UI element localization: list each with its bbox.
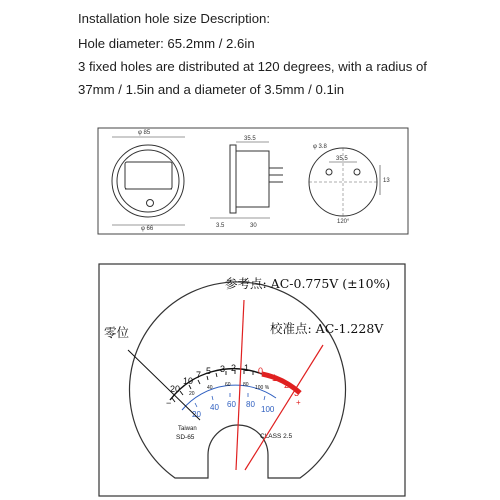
- description-line-3: 3 fixed holes are distributed at 120 degrees, with a radius of: [78, 59, 427, 74]
- small-label-20: 20: [189, 391, 195, 397]
- small-label-100: 100 %: [255, 385, 270, 391]
- db-label-2: 2: [231, 363, 237, 373]
- calibration-point-label: 校准点: AC-1.228V: [270, 321, 384, 336]
- back-angle-dim: 120°: [337, 219, 350, 225]
- db-label-0: 0: [258, 366, 264, 376]
- db-label-1: 1: [244, 363, 250, 373]
- side-top-dim: 35.5: [244, 136, 256, 142]
- back-hole-dim: φ 3.8: [313, 144, 327, 150]
- class-label: CLASS 2.5: [260, 433, 293, 440]
- percent-label-20: 20: [192, 410, 201, 419]
- description-line-2: Hole diameter: 65.2mm / 2.6in: [78, 36, 255, 51]
- db-label-5: 5: [206, 366, 212, 376]
- front-view: [112, 137, 185, 225]
- description-line-4: 37mm / 1.5in and a diameter of 3.5mm / 0.1in: [78, 82, 345, 97]
- db-label-plus1: 1: [272, 373, 278, 383]
- percent-label-60: 60: [227, 400, 236, 409]
- small-label-80: 80: [243, 382, 249, 388]
- db-label-3: 3: [220, 364, 226, 374]
- reference-point-label: 参考点: AC-0.775V (±10%): [225, 276, 391, 291]
- percent-label-100: 100: [261, 405, 275, 414]
- db-label-10: 10: [183, 376, 194, 386]
- db-label-7: 7: [196, 370, 202, 380]
- side-bottom-left-dim: 3.5: [216, 223, 225, 229]
- maker-label: Taiwan: [178, 426, 197, 432]
- side-bottom-right-dim: 30: [250, 223, 257, 229]
- small-label-60: 60: [225, 382, 231, 388]
- minus-sign: −: [166, 398, 172, 408]
- back-right-dim: 13: [383, 178, 390, 184]
- small-label-40: 40: [207, 385, 213, 391]
- description-line-1: Installation hole size Description:: [78, 11, 271, 26]
- db-label-plus3: 3: [294, 388, 300, 398]
- front-inner-dim: φ 66: [141, 226, 154, 232]
- side-view: [210, 142, 283, 218]
- model-label: SD-65: [176, 434, 195, 441]
- percent-label-40: 40: [210, 403, 219, 412]
- db-label-plus2: 2: [284, 380, 290, 390]
- plus-sign: +: [296, 398, 301, 407]
- db-label-20: 20: [170, 384, 181, 394]
- back-center-dim: 35.5: [336, 156, 348, 162]
- zero-position-label: 零位: [104, 325, 130, 340]
- percent-label-80: 80: [246, 400, 255, 409]
- front-outer-dim: φ 85: [138, 130, 151, 136]
